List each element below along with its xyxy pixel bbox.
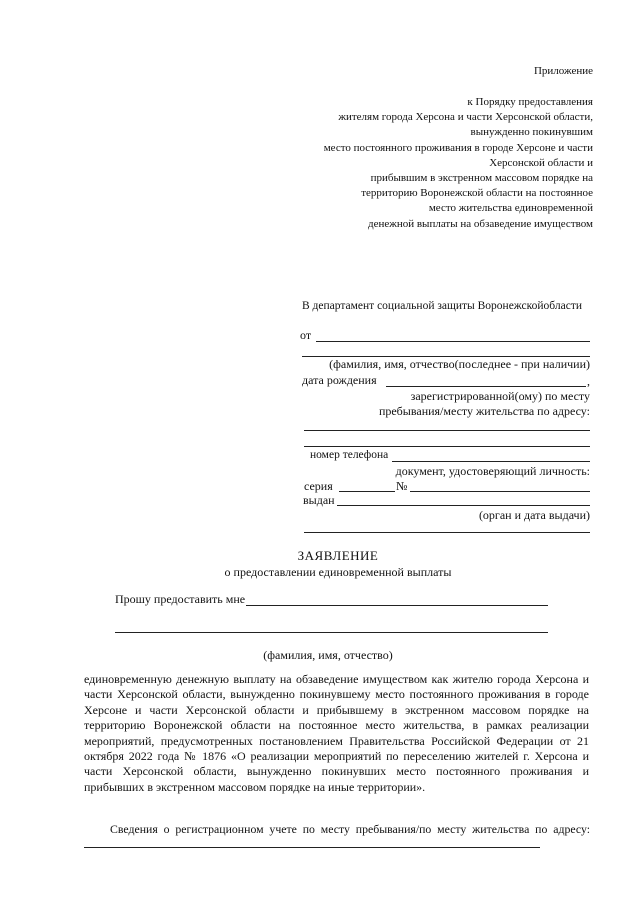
address-line-1 xyxy=(304,430,590,431)
appendix-line: денежной выплаты на обзаведение имуществом xyxy=(367,217,593,230)
appendix-title: Приложение xyxy=(533,65,593,77)
appendix-line: жителям города Херсона и части Херсонской области, xyxy=(338,111,593,124)
appendix-line: место постоянного проживания в городе Херсоне и части xyxy=(323,141,593,154)
registration-line xyxy=(84,847,540,848)
birth-line xyxy=(386,386,586,387)
appendix-line: к Порядку предоставления xyxy=(467,96,593,108)
appendix-line: прибывшим в экстренном массовом порядке на xyxy=(370,172,593,185)
appendix-line: Херсонской области и xyxy=(489,156,593,169)
residence-label: пребывания/месту жительства по адресу: xyxy=(378,404,590,418)
from-label: от xyxy=(300,328,312,342)
appendix-block xyxy=(260,95,593,232)
series-label: серия xyxy=(304,479,333,493)
issued-label: выдан xyxy=(303,493,335,507)
appendix-line: место жительства единовременной xyxy=(428,202,593,215)
registered-label: зарегистрированной(ому) по месту xyxy=(410,389,590,403)
fio-hint: (фамилия, имя, отчество(последнее - при наличии) xyxy=(329,357,590,371)
request-line xyxy=(246,605,548,606)
phone-line xyxy=(392,461,590,462)
request-label: Прошу предоставить мне xyxy=(115,592,246,606)
from-line xyxy=(316,341,590,342)
series-line xyxy=(339,491,395,492)
issued-line xyxy=(337,505,590,506)
issued-line-2 xyxy=(304,532,590,533)
document-label: документ, удостоверяющий личность: xyxy=(395,464,590,478)
number-label: № xyxy=(396,479,408,493)
fio-hint-2: (фамилия, имя, отчество) xyxy=(263,648,393,662)
appendix-line: вынужденно покинувшим xyxy=(470,126,593,139)
number-line xyxy=(410,491,590,492)
addressee-to: В департамент социальной защиты Воронежскойобласти xyxy=(302,300,583,312)
phone-label: номер телефона xyxy=(310,449,389,461)
request-line-2 xyxy=(115,632,548,633)
statement-body: единовременную денежную выплату на обзаведение имуществом как жителю города Херсона и части Херсонской области, вынужденно покинувшему место постоянного проживания в городе Херсоне и части Херсонской области и прибывшему в экстренном массовом порядке на территорию Воронежской области на постоянное место жительства, в рамках реализации мероприятий, предусмотренных постановлением Правительства Российской Федерации от 21 октября 2022 года № 1876 «О реализации мероприятий по переселению жителей г. Херсона и части Херсонской области, вынужденно покинувших место постоянного проживания и прибывших в экстренном массовом порядке на иные территории». xyxy=(84,672,589,794)
statement-title: ЗАЯВЛЕНИЕ xyxy=(297,548,379,563)
address-line-2 xyxy=(304,446,590,447)
birth-comma: , xyxy=(587,374,590,388)
registration-label: Сведения о регистрационном учете по месту пребывания/по месту жительства по адресу: xyxy=(110,822,590,836)
issued-hint: (орган и дата выдачи) xyxy=(478,508,590,522)
birth-label: дата рождения xyxy=(302,373,377,387)
appendix-line: территорию Воронежской области на постоянное xyxy=(361,187,593,200)
statement-subtitle: о предоставлении единовременной выплаты xyxy=(224,565,452,579)
